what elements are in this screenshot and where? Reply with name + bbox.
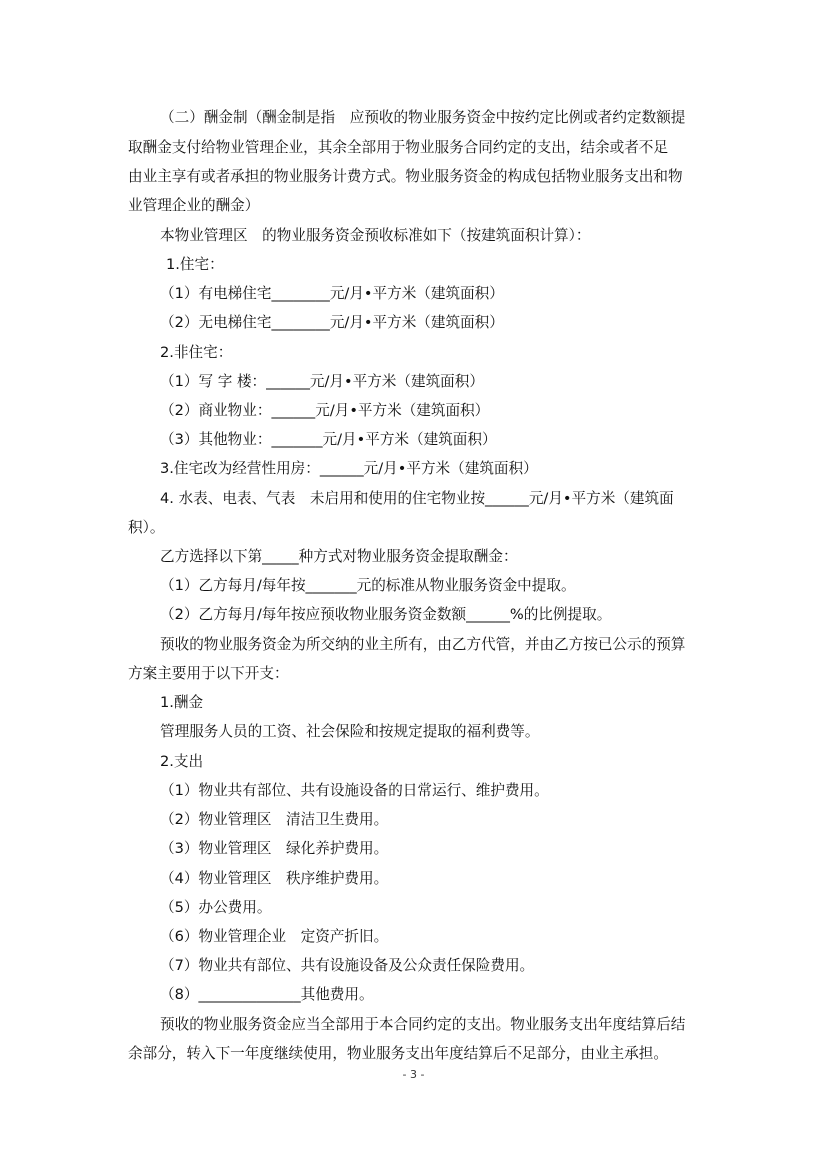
section-heading: 1.酬金 [160,694,204,711]
page-number: - 3 - [402,1068,425,1081]
list-item: （1）物业共有部位、共有设施设备的日常运行、维护费用。 [160,782,549,799]
list-item: 3.住宅改为经营性用房：______元/月•平方米（建筑面积） [160,460,538,477]
list-item: （6）物业管理企业 定资产折旧。 [160,928,389,945]
paragraph-line: 方案主要用于以下开支： [128,665,289,682]
paragraph-line: 预收的物业服务资金为所交纳的业主所有，由乙方代管，并由乙方按已公示的预算 [160,636,686,653]
section-heading: 1.住宅： [166,256,224,273]
paragraph-line: 本物业管理区 的物业服务资金预收标准如下（按建筑面积计算）： [160,227,591,244]
list-item: （1）写 字 楼：______元/月•平方米（建筑面积） [160,373,484,390]
paragraph-line: 余部分，转入下一年度继续使用，物业服务支出年度结算后不足部分，由业主承担。 [128,1045,668,1062]
list-item: （3）其他物业：_______元/月•平方米（建筑面积） [160,431,497,448]
list-item: （2）商业物业：______元/月•平方米（建筑面积） [160,402,490,419]
paragraph-line: 4. 水表、电表、气表 未启用和使用的住宅物业按______元/月•平方米（建筑面 [160,490,674,507]
paragraph-line: 乙方选择以下第_____种方式对物业服务资金提取酬金： [160,548,518,565]
list-item: （2）无电梯住宅________元/月•平方米（建筑面积） [160,314,504,331]
list-item: （4）物业管理区 秩序维护费用。 [160,870,389,887]
list-item: （5）办公费用。 [160,899,272,916]
paragraph-line: 预收的物业服务资金应当全部用于本合同约定的支出。物业服务支出年度结算后结 [160,1016,686,1033]
list-item: （7）物业共有部位、共有设施设备及公众责任保险费用。 [160,957,535,974]
list-item: （1）有电梯住宅________元/月•平方米（建筑面积） [160,285,504,302]
section-heading: 2.非住宅： [160,344,233,361]
list-item: （1）乙方每月/每年按_______元的标准从物业服务资金中提取。 [160,577,576,594]
paragraph-line: （二）酬金制（酬金制是指 应预收的物业服务资金中按约定比例或者约定数额提 [160,109,686,126]
list-item: （2）物业管理区 清洁卫生费用。 [160,811,389,828]
paragraph-line: 由业主享有或者承担的物业服务计费方式。物业服务资金的构成包括物业服务支出和物 [128,168,683,185]
section-heading: 2.支出 [160,753,204,770]
list-item: （8）______________其他费用。 [160,986,374,1003]
paragraph-line: 取酬金支付给物业管理企业，其余全部用于物业服务合同约定的支出，结余或者不足 [128,139,668,156]
paragraph-line: 管理服务人员的工资、社会保险和按规定提取的福利费等。 [160,723,540,740]
paragraph-line: 积）。 [128,519,165,536]
paragraph-line: 业管理企业的酬金） [128,197,260,214]
list-item: （2）乙方每月/每年按应预收物业服务资金数额______%的比例提取。 [160,606,612,623]
list-item: （3）物业管理区 绿化养护费用。 [160,840,389,857]
